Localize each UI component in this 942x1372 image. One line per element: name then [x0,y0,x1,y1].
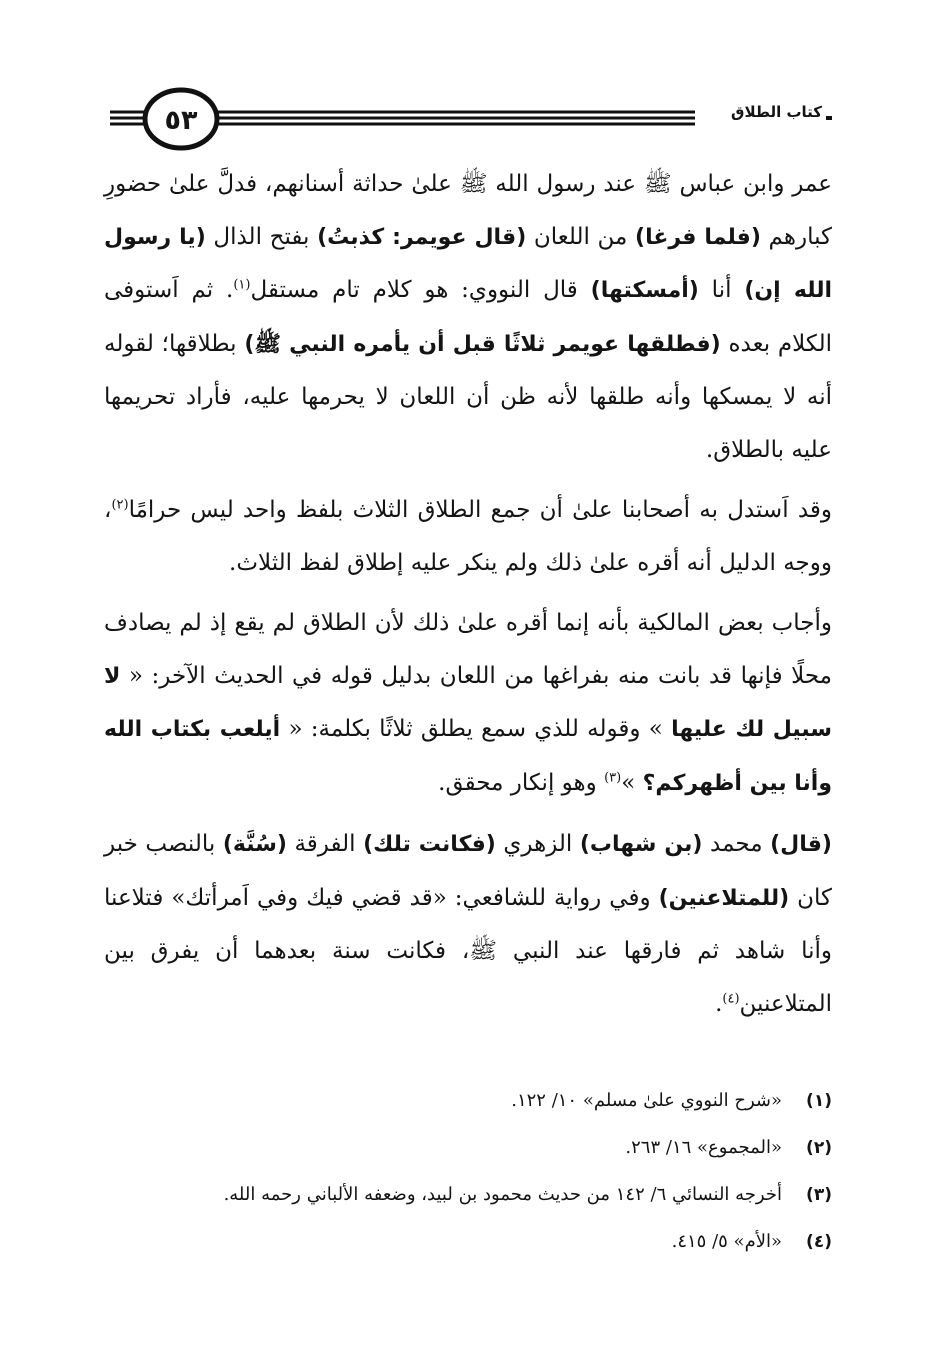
bold-phrase: (بن شهاب) [579,832,703,857]
footnote-number: (٤) [806,1232,832,1252]
paragraph [104,158,832,476]
footnote-text: «شرح النووي علىٰ مسلم» ١٠/ ١٢٢. [511,1090,782,1111]
text-run: الزهري [495,831,580,857]
bold-phrase: (فلما فرغا) [635,224,761,250]
bold-phrase: لا سبيل لك عليها [104,663,832,742]
main-text [104,158,832,1030]
bold-phrase: (فطلقها عويمر ثلاثًا قبل أن يأمره النبي ﷺ) [244,331,721,357]
bold-phrase: (أمسكتها) [590,278,699,303]
bold-phrase: أيلعب بكتاب الله وأنا بين أظهركم؟ [104,717,832,796]
paragraph [104,484,832,589]
text-run: . [715,990,723,1017]
footnote-marker: (٤) [722,990,740,1006]
text-run: قال النووي: هو كلام تام مستقل [250,277,591,303]
text-run: أنا [698,277,745,303]
text-run: بطلاقها؛ لقوله أنه لا يمسكها وأنه طلقها لأنه ظن أن اللعان لا يحرمها عليه، فأراد تحريمها عليه بالطلاق. [104,330,832,463]
text-run: ، ووجه الدليل أنه أقره علىٰ ذلك ولم ينكر عليه إطلاق لفظ الثلاث. [104,497,832,576]
page-number: ٥٣ [164,104,198,136]
text-run: » وقوله للذي سمع يطلق ثلاثًا بكلمة: « [280,716,672,742]
text-run: . ثم اَستوفى الكلام بعده [104,277,832,357]
footnote-number: (٢) [806,1138,832,1158]
text-run: محمد [702,831,771,857]
footnote [104,1090,832,1137]
text-run: وأجاب بعض المالكية بأنه إنما أقره علىٰ ذلك لأن الطلاق لم يقع إذ لم يصادف محلًا فإنها قد بانت منه بفراغها من اللعان بدليل قوله في الحديث الآخر: « [104,610,832,689]
footnote [104,1231,832,1278]
footnote-text: «الأم» ٥/ ٤١٥. [671,1231,782,1252]
text-run: من اللعان [526,223,636,250]
footnote-number: (٣) [806,1185,832,1205]
text-run: بالنصب خبر كان [104,831,832,911]
footnote-marker: (١) [233,277,251,293]
text-run: » [621,769,643,796]
text-run: عمر وابن عباس ﷺ عند رسول الله ﷺ علىٰ حداثة أسنانهم، فدلَّ علىٰ حضورِ كبارهم [104,171,832,250]
text-run: وفي رواية للشافعي: «قد قضي فيك وفي اَمرأتك» فتلاعنا وأنا شاهد ثم فارقها عند النبي ﷺ، فكانت سنة بعدهما أن يفرق بين المتلاعنين [104,884,832,1017]
text-run: بفتح الذال [205,223,318,250]
bold-phrase: (للمتلاعنين) [658,885,790,911]
footnote [104,1184,832,1231]
bold-phrase: (سُنَّة) [222,832,287,857]
text-run: وقد اَستدل به أصحابنا علىٰ أن جمع الطلاق الثلاث بلفظ واحد ليس حرامًا [128,497,832,523]
bold-phrase: (يا رسول الله إن) [104,224,833,303]
text-run: وهو إنكار محقق. [438,769,605,796]
footnote-number: (١) [806,1091,832,1111]
footnote [104,1137,832,1184]
page-header [0,0,942,160]
paragraph [104,818,832,1030]
bold-phrase: (فكانت تلك) [363,832,496,857]
footnotes [104,1090,832,1278]
running-title: كتاب الطلاق [727,103,826,121]
bold-phrase: (قال) [770,832,832,857]
footnote-marker: (٣) [604,769,622,785]
paragraph [104,597,832,810]
text-run: الفرقة [286,831,364,857]
footnote-text: أخرجه النسائي ٦/ ١٤٢ من حديث محمود بن لبيد، وضعفه الألباني رحمه الله. [223,1184,782,1205]
footnote-marker: (٢) [111,497,129,513]
footnote-text: «المجموع» ١٦/ ٢٦٣. [625,1137,782,1158]
bold-phrase: (قال عويمر: كذبتُ) [317,224,527,250]
